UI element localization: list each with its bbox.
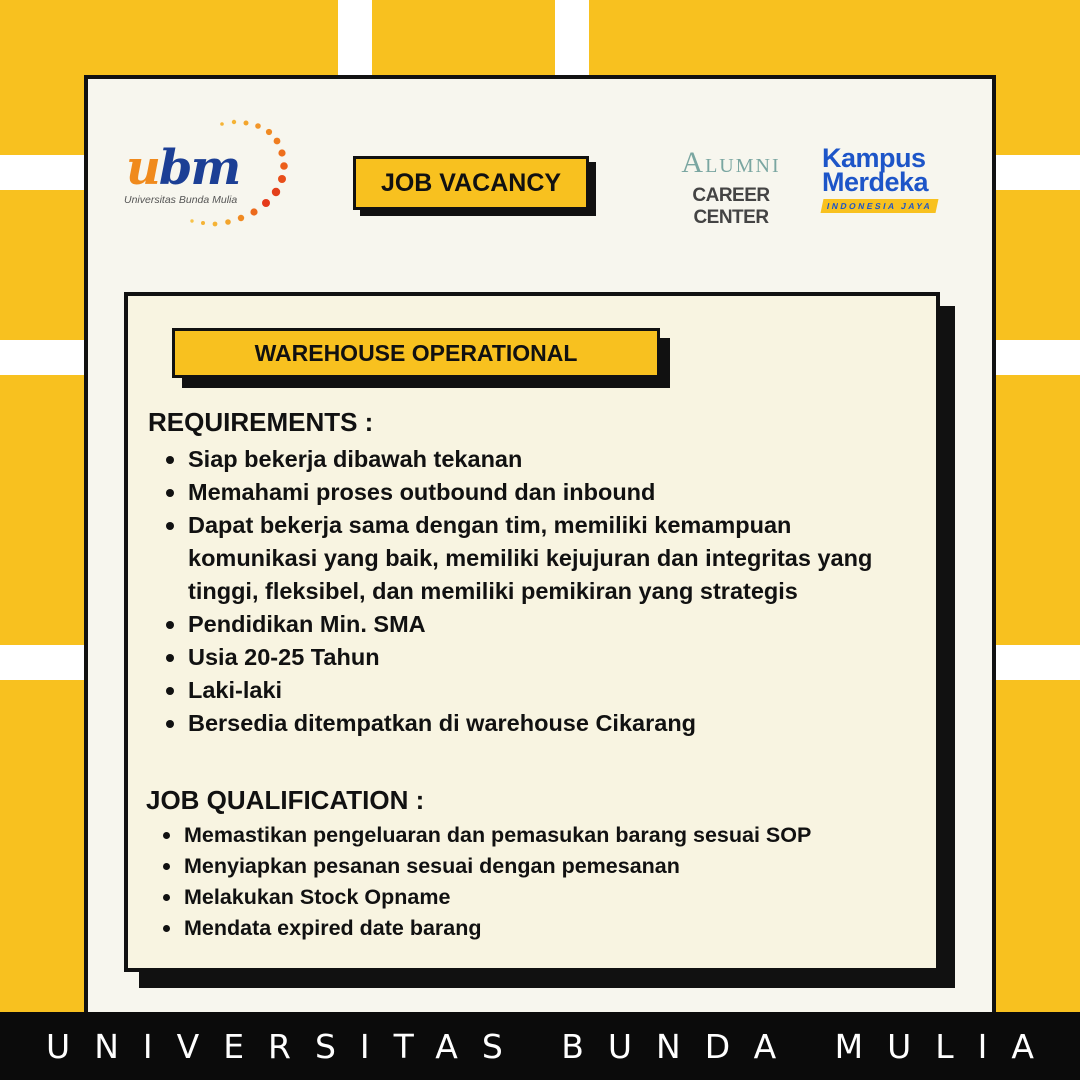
list-item: Laki-laki	[188, 674, 908, 707]
ubm-logo-text-rest: bm	[158, 140, 240, 196]
list-item: Bersedia ditempatkan di warehouse Cikarang	[188, 707, 908, 740]
footer-bar	[0, 1012, 1080, 1080]
list-item: Menyiapkan pesanan sesuai dengan pemesanan	[184, 851, 924, 882]
kampus-tagline: INDONESIA JAYA	[821, 199, 939, 213]
kampus-line2: Merdeka	[822, 167, 929, 197]
qualification-heading: JOB QUALIFICATION :	[146, 785, 425, 815]
list-item: Memastikan pengeluaran dan pemasukan barang sesuai SOP	[184, 820, 924, 851]
list-item: Melakukan Stock Opname	[184, 882, 924, 913]
alumni-logo-top	[664, 148, 798, 181]
list-item: Pendidikan Min. SMA	[188, 608, 908, 641]
alumni-rest: LUMNI	[705, 155, 781, 177]
list-item: Dapat bekerja sama dengan tim, memiliki kemampuan komunikasi yang baik, memiliki kejujuran dan integritas yang tinggi, fleksibel, dan memiliki pemikiran yang strategis	[188, 509, 908, 608]
list-item: Siap bekerja dibawah tekanan	[188, 443, 908, 476]
qualification-list	[184, 820, 924, 944]
list-item: Memahami proses outbound dan inbound	[188, 476, 908, 509]
ubm-logo-text: u	[126, 140, 159, 196]
kampus-line1: Kampus	[822, 143, 926, 173]
requirements-heading: REQUIREMENTS :	[148, 407, 374, 437]
bg-stripe	[555, 0, 589, 75]
bg-stripe	[338, 0, 372, 75]
alumni-cap-letter: A	[681, 146, 706, 179]
list-item: Mendata expired date barang	[184, 913, 924, 944]
ubm-logo	[122, 118, 292, 233]
alumni-career-center-logo	[664, 146, 798, 228]
job-vacancy-badge: JOB VACANCY	[353, 156, 589, 210]
kampus-merdeka-logo	[822, 143, 962, 220]
job-title: WAREHOUSE OPERATIONAL	[172, 328, 660, 378]
ubm-logo-subtitle: Universitas Bunda Mulia	[124, 194, 238, 206]
list-item: Usia 20-25 Tahun	[188, 641, 908, 674]
requirements-list	[188, 443, 908, 740]
ubm-logo-wordmark	[126, 140, 239, 196]
alumni-logo-bottom: CAREER CENTER	[692, 185, 770, 228]
footer-text: UNIVERSITAS BUNDA MULIA	[46, 1026, 1058, 1066]
